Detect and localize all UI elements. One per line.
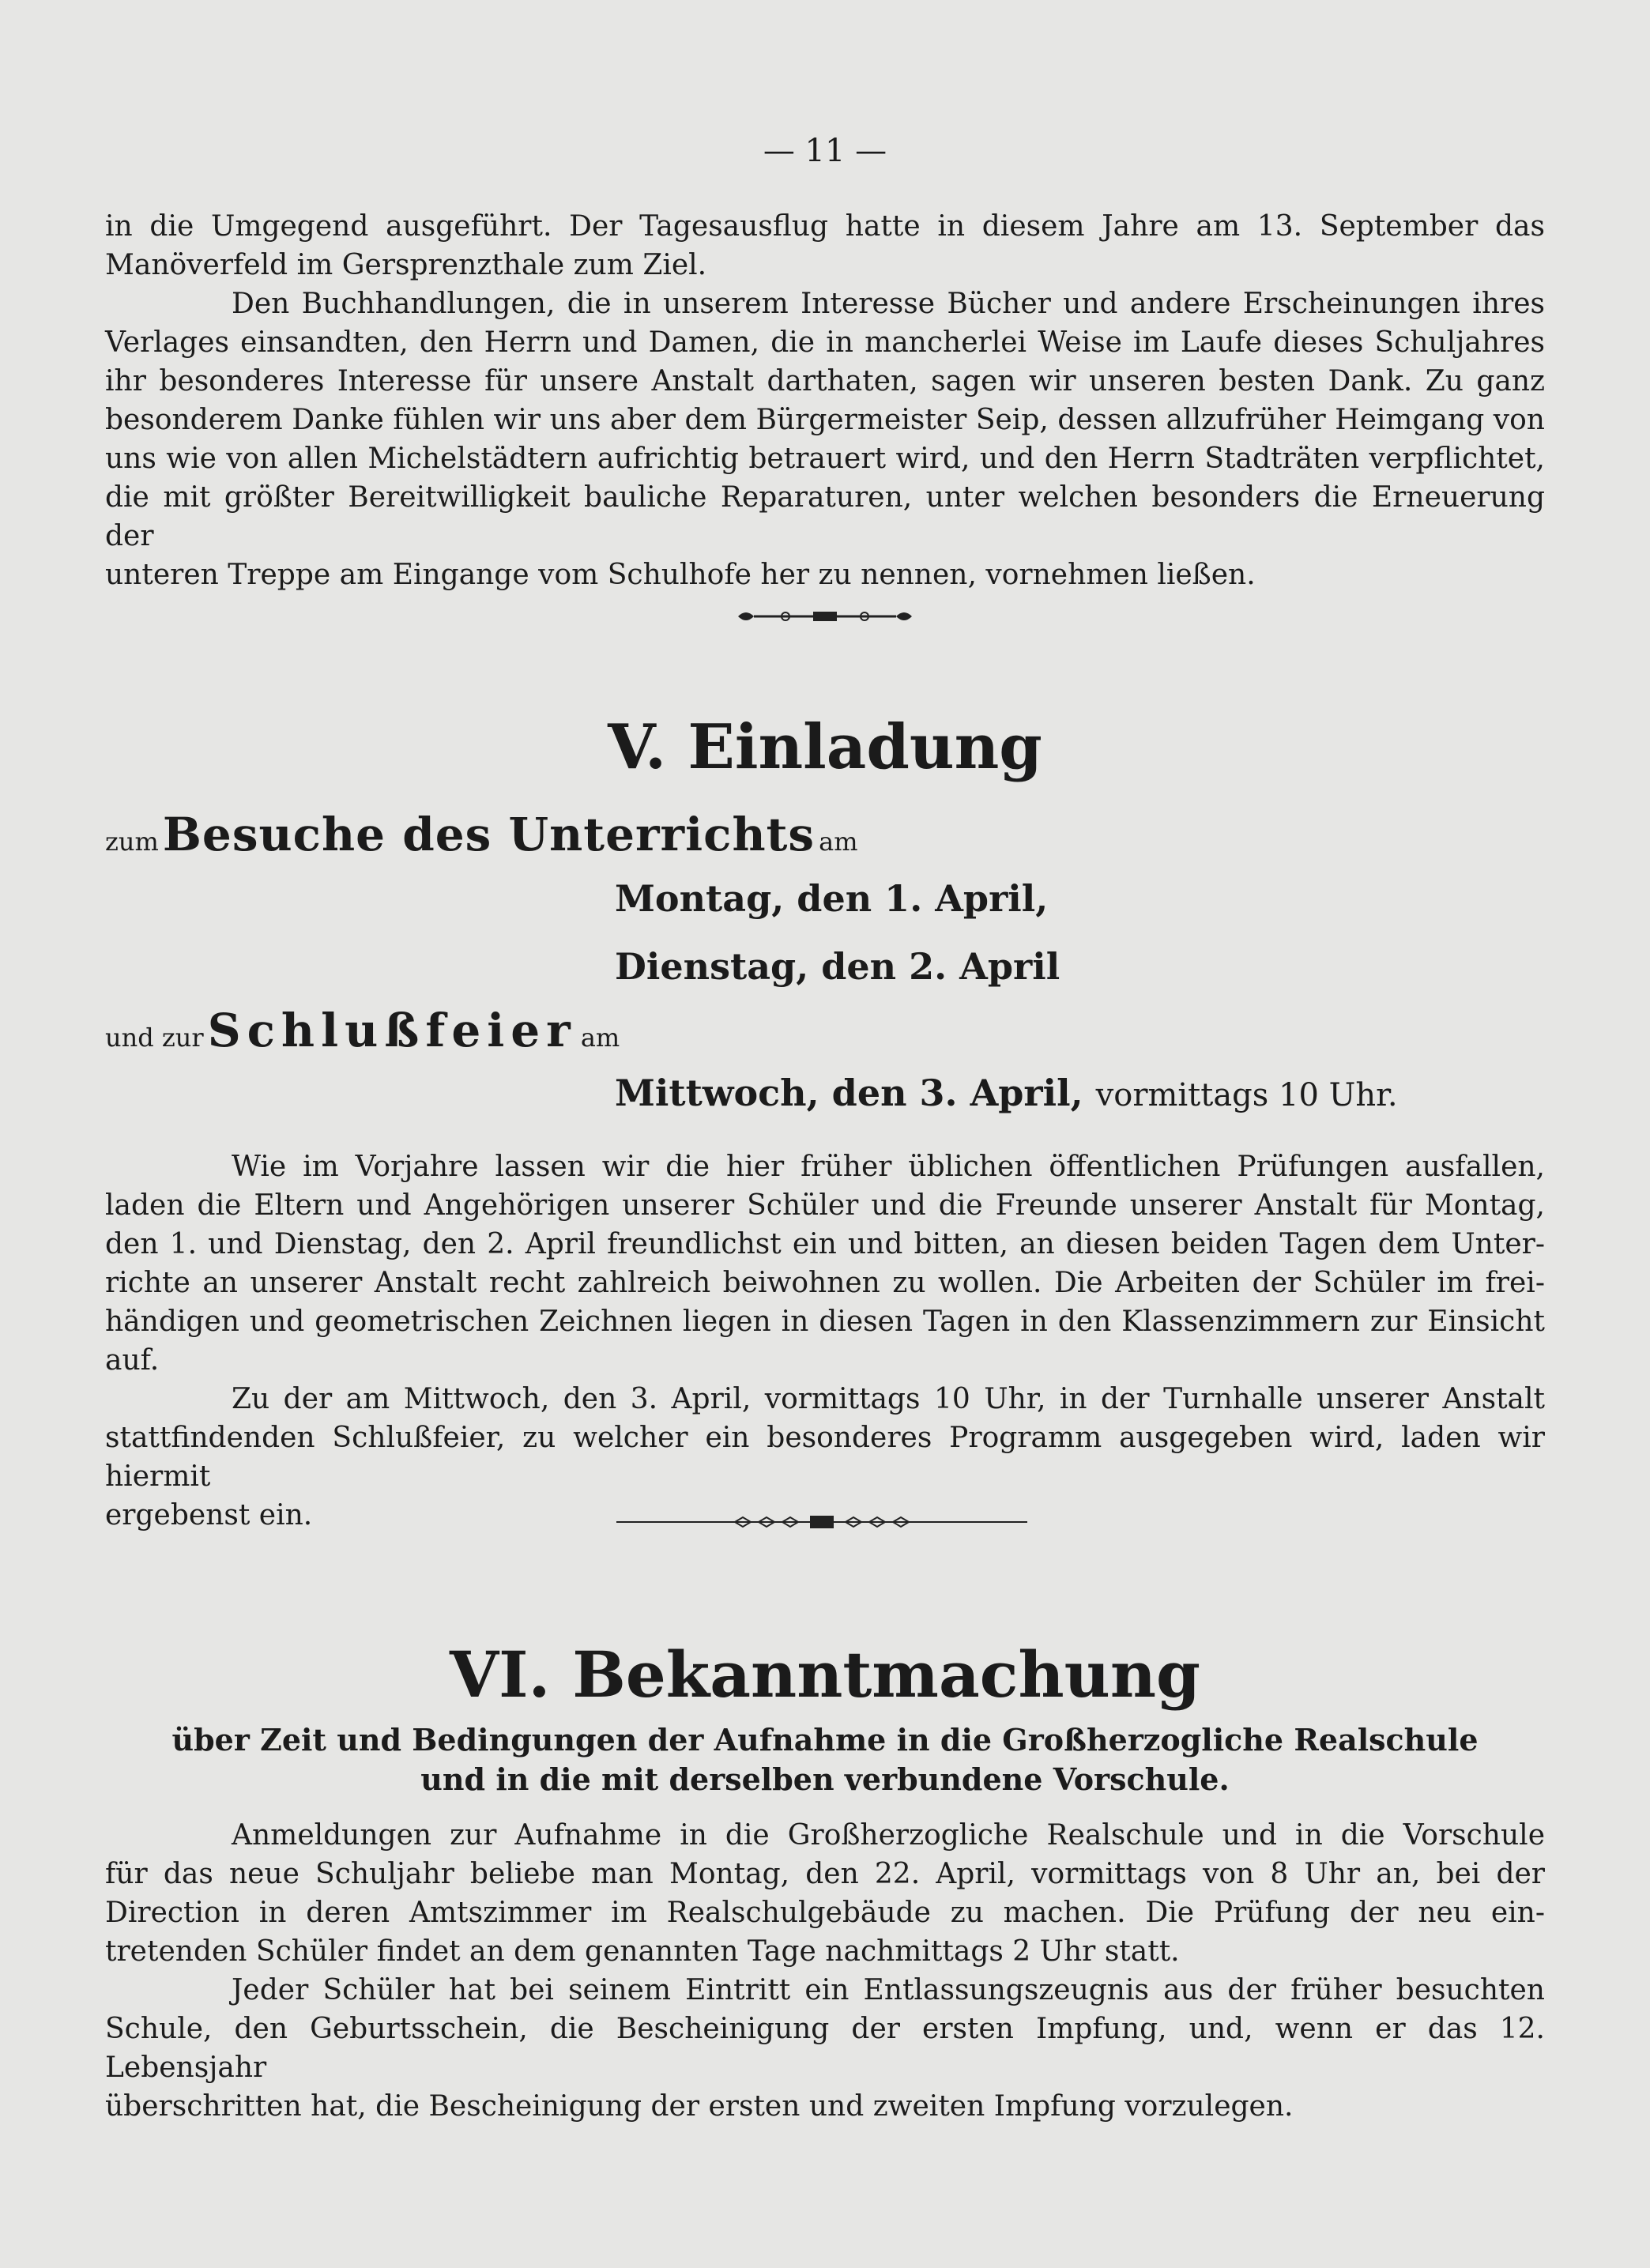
visit-prefix: zum bbox=[105, 827, 159, 857]
text-line: Jeder Schüler hat bei seinem Eintritt ein Entlassungszeugnis aus der früher besuchten bbox=[232, 1974, 1545, 2006]
visit-suffix: am bbox=[819, 827, 858, 857]
text-line: Wie im Vorjahre lassen wir die hier früher üblichen öffentlichen Prüfungen ausfallen, bbox=[232, 1151, 1545, 1183]
visit-line bbox=[105, 808, 858, 861]
text-line: überschritten hat, die Bescheinigung der ersten und zweiten Impfung vorzulegen. bbox=[105, 2090, 1294, 2123]
ornament-divider-long bbox=[616, 1513, 1027, 1531]
text-line: ihr besonderes Interesse für unsere Anstalt darthaten, sagen wir unseren besten Dank. Zu ganz bbox=[105, 365, 1545, 397]
text-line: für das neue Schuljahr beliebe man Montag, den 22. April, vormittags von 8 Uhr an, bei der bbox=[105, 1858, 1545, 1890]
text-line: die mit größter Bereitwilligkeit bauliche Reparaturen, unter welchen besonders die Erneuerung der bbox=[105, 481, 1545, 552]
ornament-divider bbox=[730, 607, 920, 626]
text-line: unteren Treppe am Eingange vom Schulhofe her zu nennen, vornehmen ließen. bbox=[105, 559, 1256, 591]
registration-paragraph bbox=[105, 1816, 1545, 2126]
text-line: händigen und geometrischen Zeichnen liegen in diesen Tagen in den Klassenzimmern zur Einsicht auf. bbox=[105, 1305, 1545, 1377]
ceremony-line bbox=[105, 1004, 620, 1057]
section-v-title: V. Einladung bbox=[608, 711, 1042, 783]
page-number: — 11 — bbox=[763, 133, 887, 169]
visit-heading: Besuche des Unterrichts bbox=[162, 808, 816, 861]
text-line: richte an unserer Anstalt recht zahlreich beiwohnen zu wollen. Die Arbeiten der Schüler im frei- bbox=[105, 1267, 1545, 1299]
text-line: besonderem Danke fühlen wir uns aber dem Bürgermeister Seip, dessen allzufrüher Heimgang von bbox=[105, 404, 1545, 436]
date-wednesday bbox=[615, 1072, 1398, 1114]
text-line: Manöverfeld im Gersprenzthale zum Ziel. bbox=[105, 249, 707, 281]
section-vi-subtitle-1: über Zeit und Bedingungen der Aufnahme in die Großherzogliche Realschule bbox=[171, 1722, 1479, 1758]
text-line: Zu der am Mittwoch, den 3. April, vormittags 10 Uhr, in der Turnhalle unserer Anstalt bbox=[232, 1383, 1545, 1415]
intro-paragraph bbox=[105, 207, 1545, 284]
text-line: tretenden Schüler findet an dem genannten Tage nachmittags 2 Uhr statt. bbox=[105, 1935, 1180, 1968]
text-line: Schule, den Geburtsschein, die Bescheinigung der ersten Impfung, und, wenn er das 12. Lebensjahr bbox=[105, 2013, 1545, 2084]
text-line: uns wie von allen Michelstädtern aufrichtig betrauert wird, und den Herrn Stadträten verpflichtet, bbox=[105, 443, 1545, 475]
text-line: Anmeldungen zur Aufnahme in die Großherzogliche Realschule und in die Vorschule bbox=[232, 1819, 1545, 1852]
date-tuesday: Dienstag, den 2. April bbox=[615, 945, 1060, 988]
text-line: stattfindenden Schlußfeier, zu welcher ein besonderes Programm ausgegeben wird, laden wir hiermit bbox=[105, 1422, 1545, 1493]
ceremony-suffix: am bbox=[580, 1023, 620, 1053]
ceremony-heading: Schlußfeier bbox=[207, 1004, 577, 1057]
date-wednesday-time: vormittags 10 Uhr. bbox=[1095, 1077, 1398, 1113]
ceremony-prefix: und zur bbox=[105, 1023, 204, 1053]
text-line: ergebenst ein. bbox=[105, 1499, 313, 1531]
text-line: in die Umgegend ausgeführt. Der Tagesausflug hatte in diesem Jahre am 13. September das bbox=[105, 210, 1545, 243]
thanks-paragraph bbox=[105, 284, 1545, 594]
text-line: den 1. und Dienstag, den 2. April freundlichst ein und bitten, an diesen beiden Tagen dem Unter- bbox=[105, 1228, 1545, 1260]
text-line: Direction in deren Amtszimmer im Realschulgebäude zu machen. Die Prüfung der neu ein- bbox=[105, 1897, 1545, 1929]
section-vi-title: VI. Bekanntmachung bbox=[450, 1637, 1200, 1712]
invitation-paragraph bbox=[105, 1147, 1545, 1535]
section-vi-subtitle-2: und in die mit derselben verbundene Vorschule. bbox=[420, 1761, 1230, 1797]
date-monday: Montag, den 1. April, bbox=[615, 877, 1049, 920]
text-line: Verlages einsandten, den Herrn und Damen, die in mancherlei Weise im Laufe dieses Schuljahres bbox=[105, 326, 1545, 359]
text-line: laden die Eltern und Angehörigen unserer Schüler und die Freunde unserer Anstalt für Montag, bbox=[105, 1189, 1545, 1222]
text-line: Den Buchhandlungen, die in unserem Interesse Bücher und andere Erscheinungen ihres bbox=[232, 288, 1545, 320]
date-wednesday-bold: Mittwoch, den 3. April, bbox=[615, 1072, 1083, 1114]
